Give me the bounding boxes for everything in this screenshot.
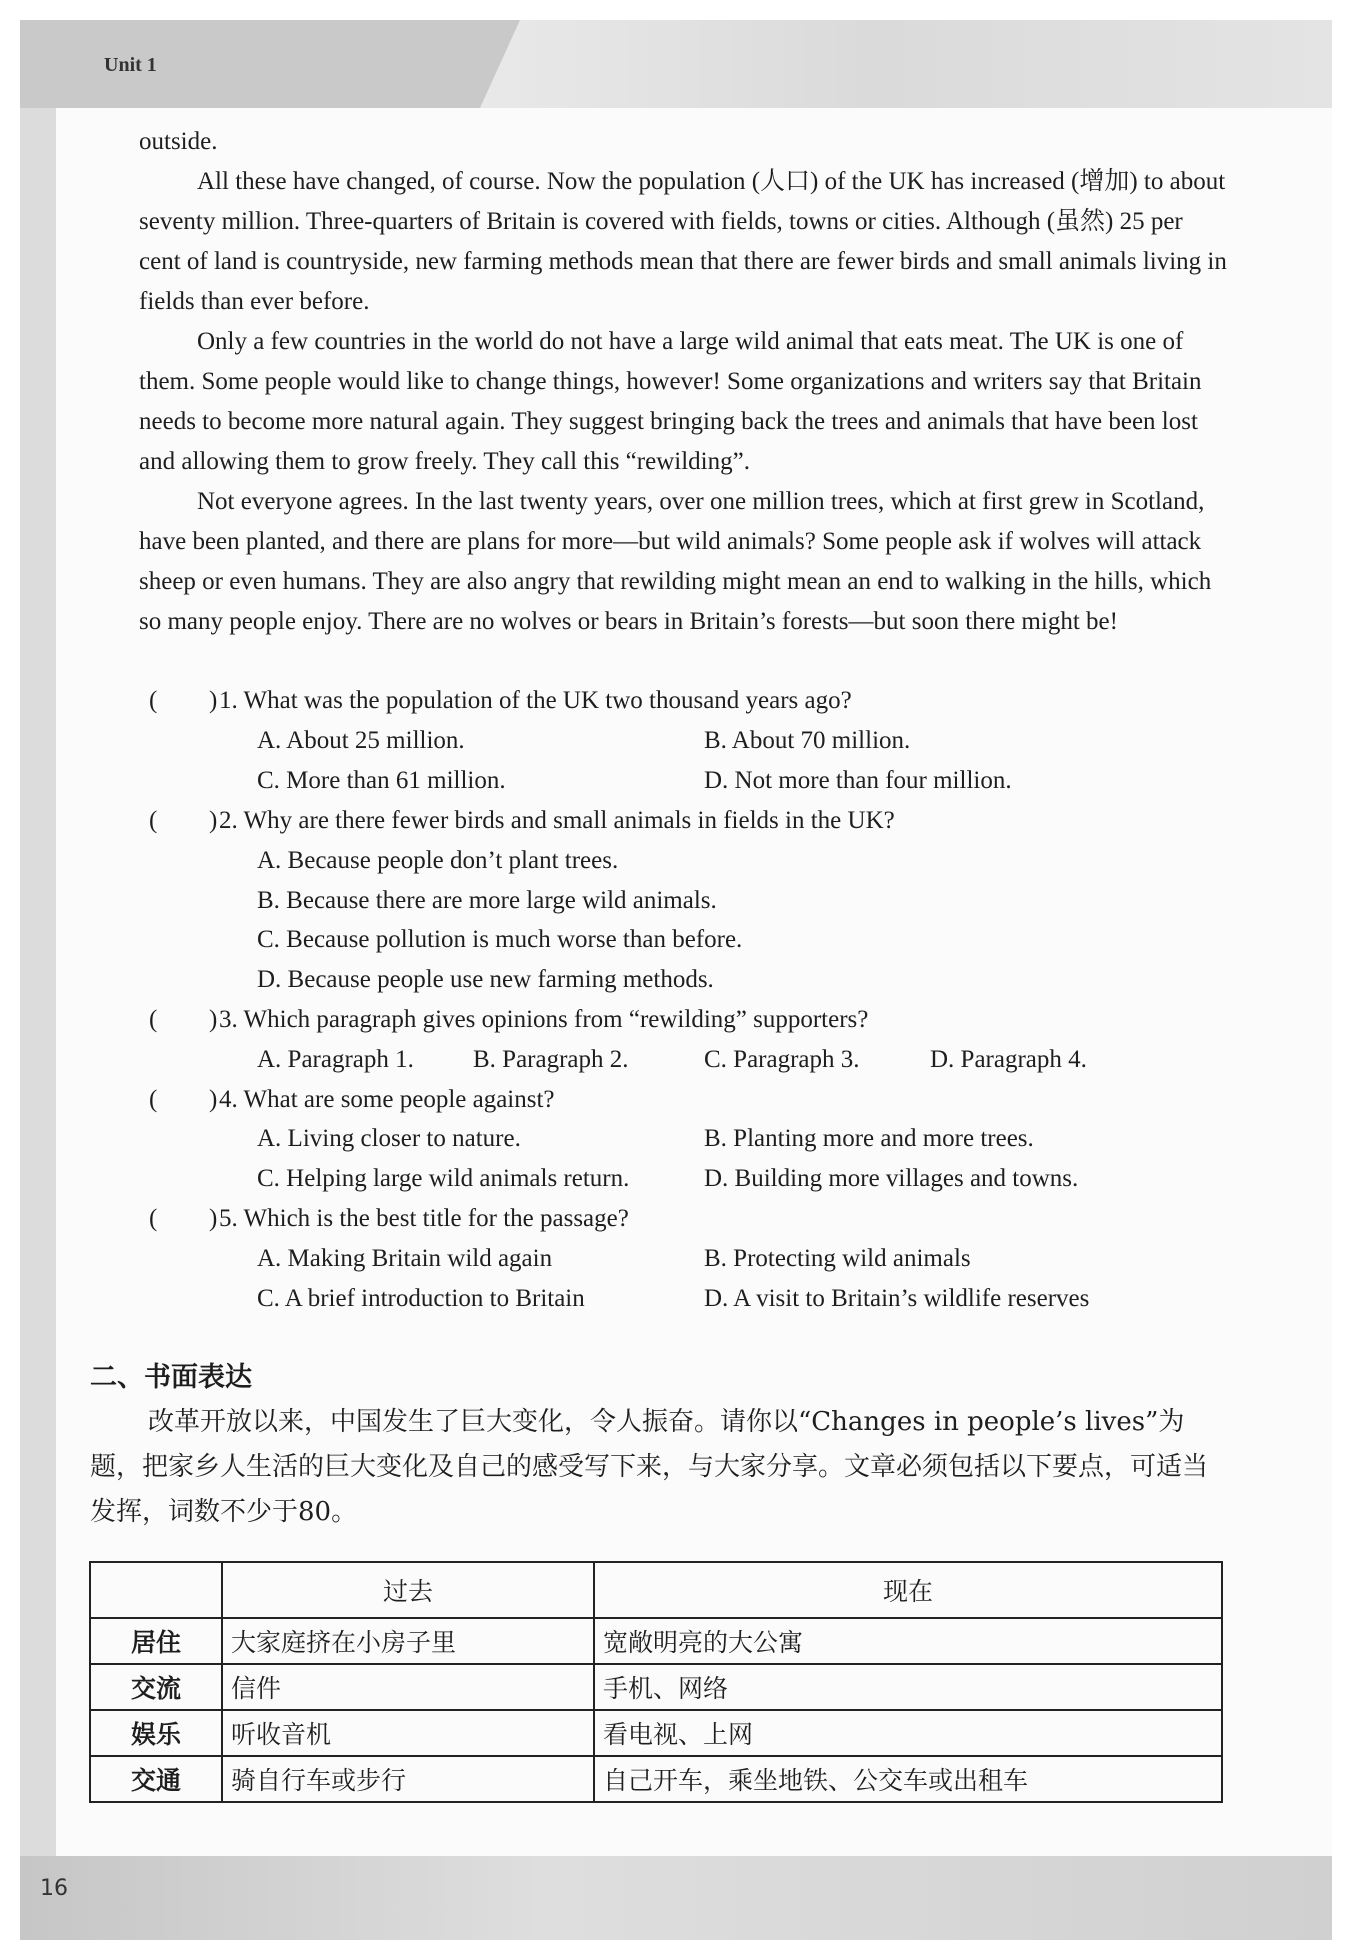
unit-label: Unit 1 bbox=[104, 54, 157, 76]
table-cell: 手机、网络 bbox=[594, 1664, 1222, 1710]
option: C. Paragraph 3. bbox=[704, 1046, 860, 1073]
table-cell: 自己开车，乘坐地铁、公交车或出租车 bbox=[594, 1756, 1222, 1802]
passage-paragraph-1: All these have changed, of course. Now the population (人口) of the UK has increased (增加) to about seventy million. Three-quarters of Britain is covered with fields, towns or cities. Although (虽然) 25 per cent of land is countryside, new farming methods mean that there are fewer birds and small animals living in fields than ever before. bbox=[139, 168, 1227, 315]
passage-fragment: outside. bbox=[139, 128, 218, 155]
table-cell: 看电视、上网 bbox=[594, 1710, 1222, 1756]
answer-paren-close: ) bbox=[209, 1006, 218, 1033]
option: A. About 25 million. bbox=[257, 727, 465, 754]
option: D. Not more than four million. bbox=[704, 767, 1012, 794]
passage-paragraph-2: Only a few countries in the world do not have a large wild animal that eats meat. The UK is one of them. Some people would like to change things, however! Some organizations and writers say that Britain needs to become more natural again. They suggest bringing back the trees and animals that have been lost and allowing them to grow freely. They call this “rewilding”. bbox=[139, 328, 1202, 475]
table-header-cell: 现在 bbox=[594, 1562, 1222, 1618]
table-header-cell bbox=[90, 1562, 222, 1618]
answer-paren-open: ( bbox=[149, 807, 158, 834]
table-category-cell: 娱乐 bbox=[90, 1710, 222, 1756]
option: A. Making Britain wild again bbox=[257, 1245, 553, 1272]
option: A. Because people don’t plant trees. bbox=[257, 847, 619, 874]
passage-paragraph-3: Not everyone agrees. In the last twenty years, over one million trees, which at first grew in Scotland, have been planted, and there are plans for more—but wild animals? Some people ask if wolves will attack sheep or even humans. They are also angry that rewilding might mean an end to walking in the hills, which so many people enjoy. There are no wolves or bears in Britain’s forests—but soon there might be! bbox=[139, 488, 1212, 635]
answer-paren-open: ( bbox=[149, 1006, 158, 1033]
table-cell: 骑自行车或步行 bbox=[222, 1756, 594, 1802]
table-row bbox=[90, 1664, 1222, 1710]
option: D. Paragraph 4. bbox=[930, 1046, 1087, 1073]
footer-band bbox=[20, 1856, 1332, 1940]
option: A. Paragraph 1. bbox=[257, 1046, 414, 1073]
table-header-row bbox=[90, 1562, 1222, 1618]
option: A. Living closer to nature. bbox=[257, 1125, 521, 1152]
answer-paren-close: ) bbox=[209, 807, 218, 834]
question-stem: 5. Which is the best title for the passage? bbox=[219, 1205, 629, 1232]
table-cell: 宽敞明亮的大公寓 bbox=[594, 1618, 1222, 1664]
table-row bbox=[90, 1756, 1222, 1802]
option: B. Because there are more large wild animals. bbox=[257, 887, 717, 914]
table-header-cell: 过去 bbox=[222, 1562, 594, 1618]
option: C. Because pollution is much worse than before. bbox=[257, 926, 743, 953]
option: B. About 70 million. bbox=[704, 727, 911, 754]
option: C. A brief introduction to Britain bbox=[257, 1285, 585, 1312]
answer-paren-open: ( bbox=[149, 687, 158, 714]
option: D. A visit to Britain’s wildlife reserves bbox=[704, 1285, 1090, 1312]
page-number: 16 bbox=[40, 1876, 68, 1901]
option: B. Planting more and more trees. bbox=[704, 1125, 1034, 1152]
answer-paren-close: ) bbox=[209, 687, 218, 714]
option: B. Protecting wild animals bbox=[704, 1245, 971, 1272]
question-stem: 3. Which paragraph gives opinions from “rewilding” supporters? bbox=[219, 1006, 869, 1033]
header-accent bbox=[20, 20, 520, 108]
table-category-cell: 交通 bbox=[90, 1756, 222, 1802]
table-row bbox=[90, 1710, 1222, 1756]
question-stem: 2. Why are there fewer birds and small animals in fields in the UK? bbox=[219, 807, 895, 834]
table-category-cell: 居住 bbox=[90, 1618, 222, 1664]
table-cell: 大家庭挤在小房子里 bbox=[222, 1618, 594, 1664]
answer-paren-open: ( bbox=[149, 1205, 158, 1232]
section-heading: 二、书面表达 bbox=[90, 1362, 252, 1393]
option: D. Because people use new farming methods. bbox=[257, 966, 714, 993]
option: C. More than 61 million. bbox=[257, 767, 506, 794]
table-cell: 信件 bbox=[222, 1664, 594, 1710]
table-cell: 听收音机 bbox=[222, 1710, 594, 1756]
points-table bbox=[89, 1561, 1223, 1803]
answer-paren-close: ) bbox=[209, 1205, 218, 1232]
option: B. Paragraph 2. bbox=[473, 1046, 629, 1073]
option: C. Helping large wild animals return. bbox=[257, 1165, 630, 1192]
side-strip bbox=[20, 108, 56, 1856]
table-category-cell: 交流 bbox=[90, 1664, 222, 1710]
option: D. Building more villages and towns. bbox=[704, 1165, 1079, 1192]
answer-paren-close: ) bbox=[209, 1086, 218, 1113]
question-stem: 1. What was the population of the UK two thousand years ago? bbox=[219, 687, 852, 714]
question-stem: 4. What are some people against? bbox=[219, 1086, 555, 1113]
table-row bbox=[90, 1618, 1222, 1664]
answer-paren-open: ( bbox=[149, 1086, 158, 1113]
writing-prompt: 改革开放以来，中国发生了巨大变化，令人振奋。请你以“Changes in people’s lives”为题，把家乡人生活的巨大变化及自己的感受写下来，与大家分享。文章必须包括以下要点，可适当发挥，词数不少于80。 bbox=[90, 1407, 1209, 1527]
